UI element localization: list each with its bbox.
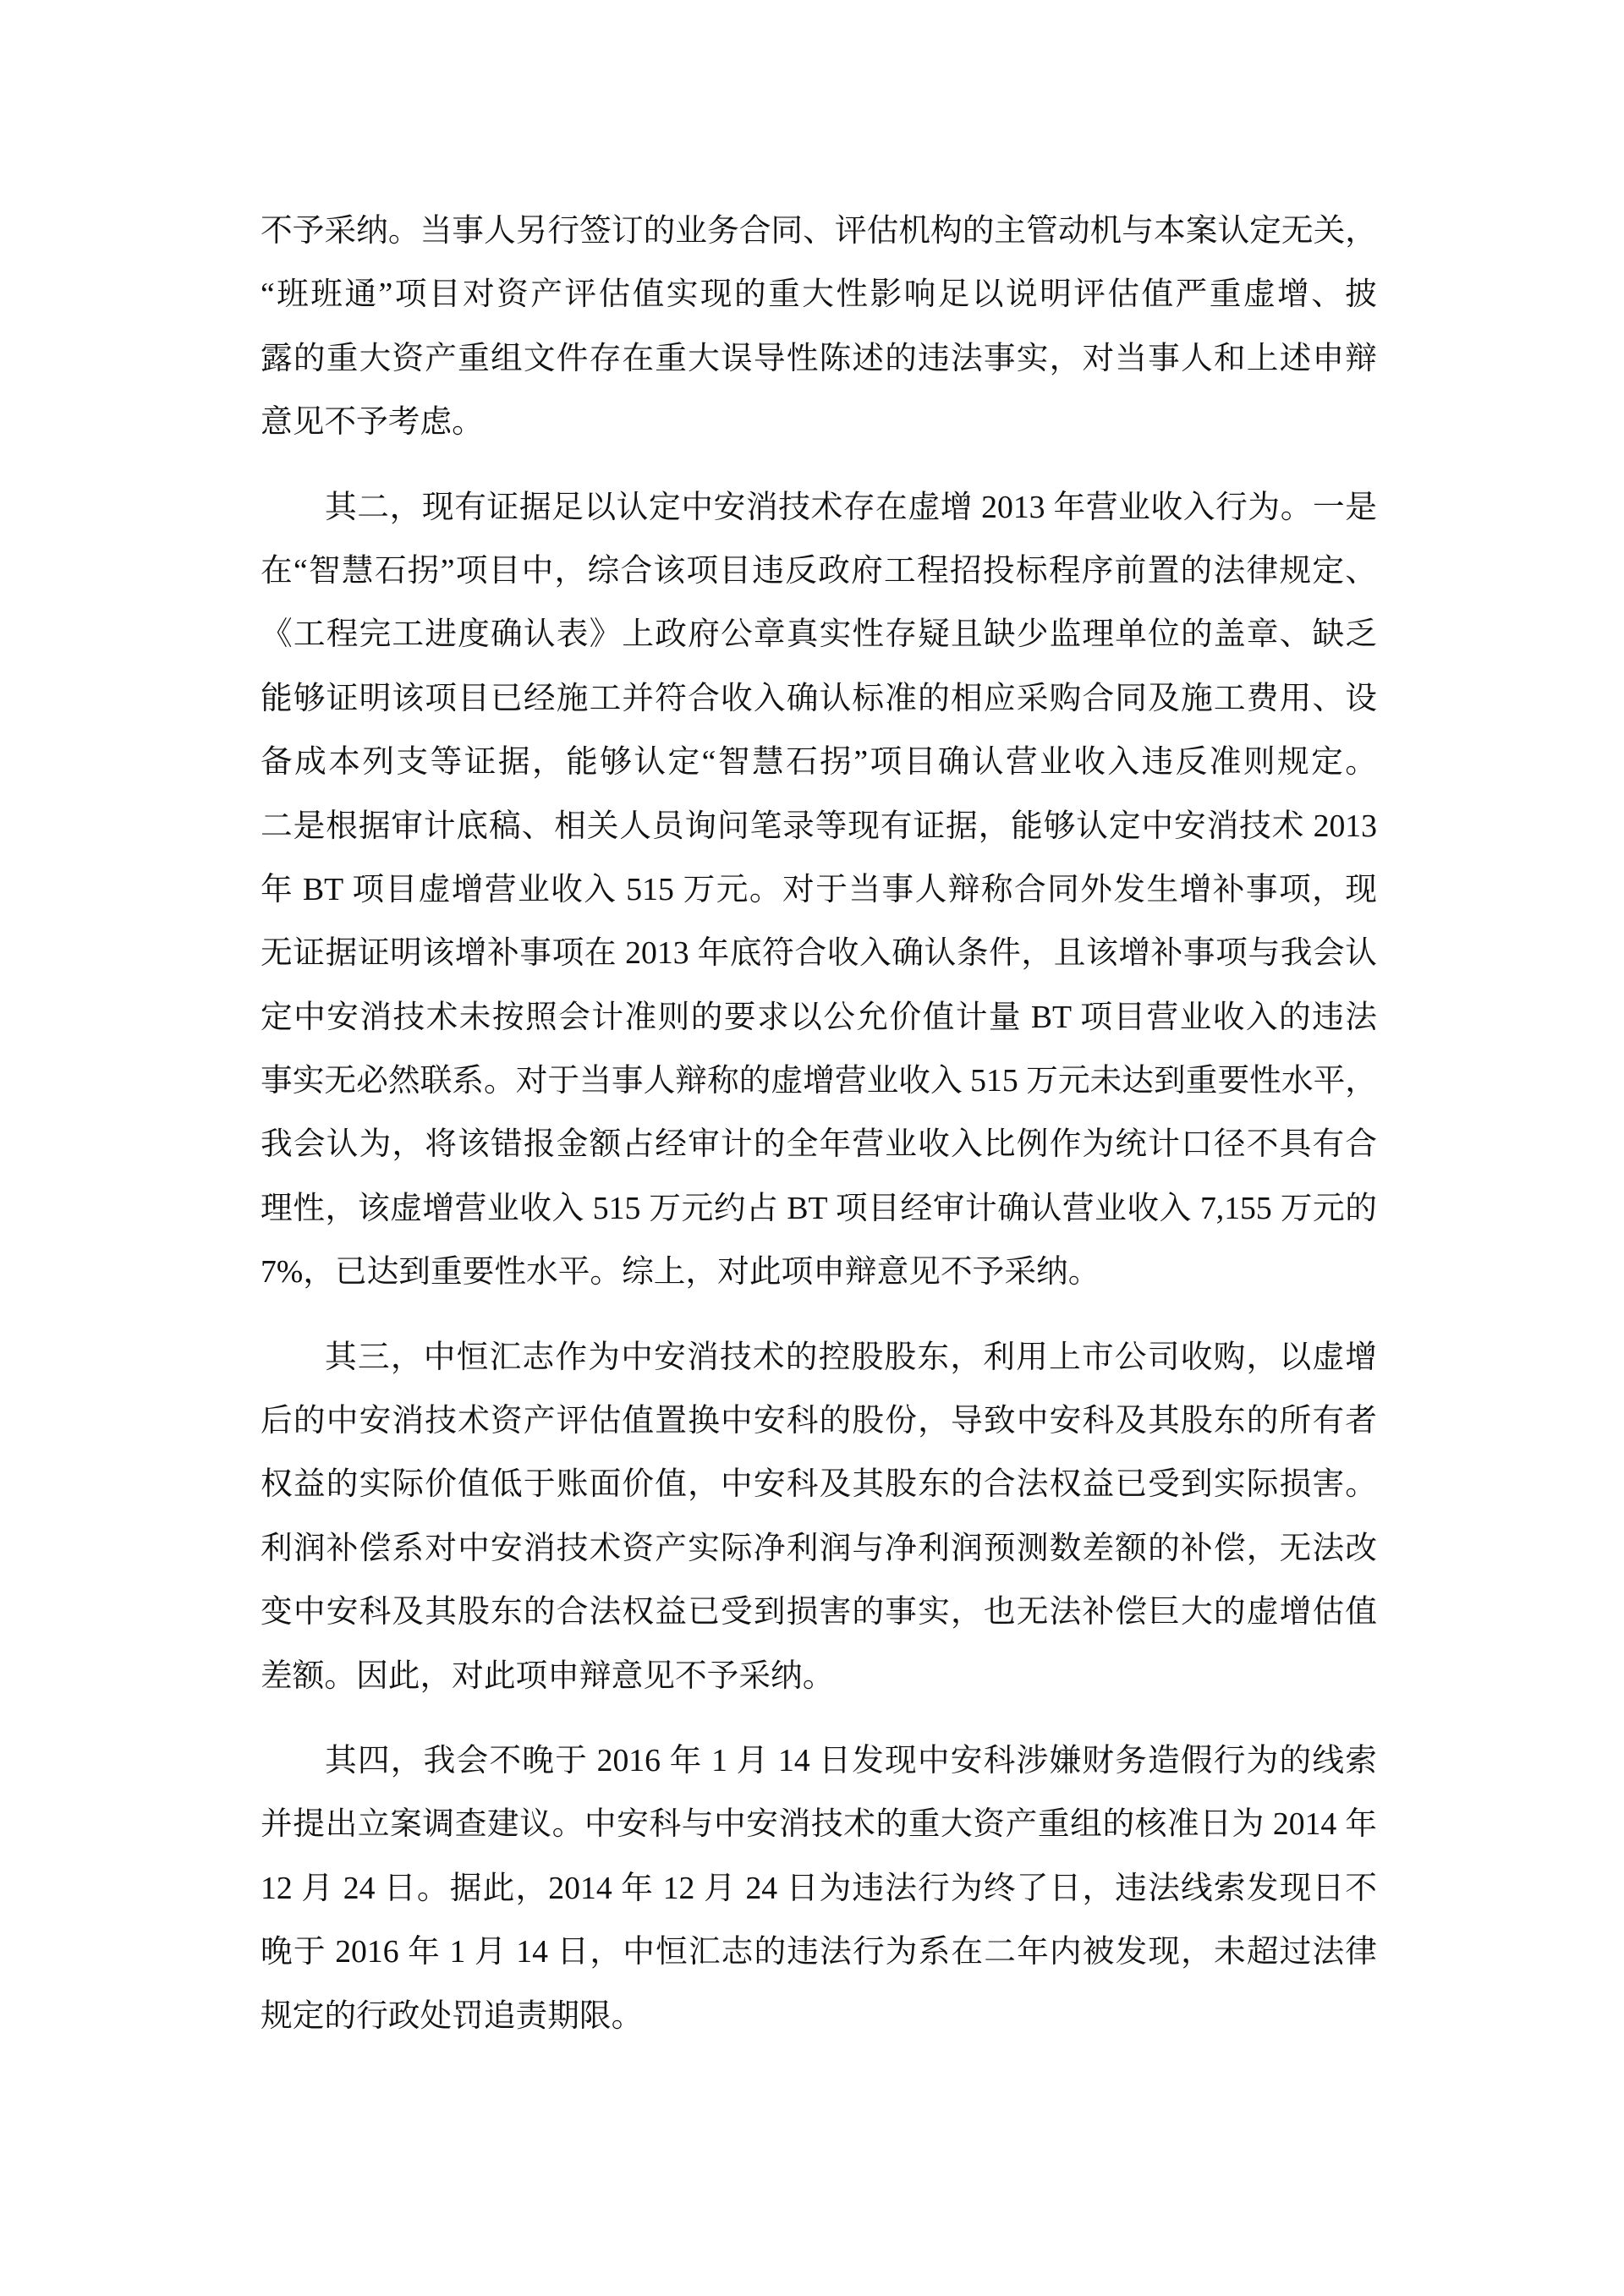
text-line: 晚于 2016 年 1 月 14 日，中恒汇志的违法行为系在二年内被发现，未超过法律 — [261, 1934, 1377, 1970]
text-line: 《工程完工进度确认表》上政府公章真实性存疑且缺少监理单位的盖章、缺乏 — [261, 616, 1377, 653]
document-body — [261, 200, 1377, 2069]
text-line: 7%，已达到重要性水平。综上，对此项申辩意见不予采纳。 — [261, 1254, 1100, 1290]
text-line: 利润补偿系对中安消技术资产实际净利润与净利润预测数差额的补偿，无法改 — [261, 1530, 1377, 1566]
paragraph-point-two — [261, 476, 1377, 1305]
text-line: 变中安科及其股东的合法权益已受到损害的事实，也无法补偿巨大的虚增估值 — [261, 1594, 1377, 1630]
text-line: 其二，现有证据足以认定中安消技术存在虚增 2013 年营业收入行为。一是 — [325, 489, 1377, 525]
paragraph-continued — [261, 200, 1377, 455]
text-line: 定中安消技术未按照会计准则的要求以公允价值计量 BT 项目营业收入的违法 — [261, 999, 1377, 1035]
text-line: 事实无必然联系。对于当事人辩称的虚增营业收入 515 万元未达到重要性水平， — [261, 1063, 1377, 1099]
text-line: 无证据证明该增补事项在 2013 年底符合收入确认条件，且该增补事项与我会认 — [261, 935, 1377, 972]
text-line: 12 月 24 日。据此，2014 年 12 月 24 日为违法行为终了日，违法线索发现日不 — [261, 1870, 1377, 1906]
text-line: 年 BT 项目虚增营业收入 515 万元。对于当事人辩称合同外发生增补事项，现 — [261, 871, 1377, 907]
text-line: 在“智慧石拐”项目中，综合该项目违反政府工程招投标程序前置的法律规定、 — [261, 552, 1377, 589]
text-line: 权益的实际价值低于账面价值，中安科及其股东的合法权益已受到实际损害。 — [261, 1466, 1377, 1503]
text-line: “班班通”项目对资产评估值实现的重大性影响足以说明评估值严重虚增、披 — [261, 277, 1377, 313]
text-line: 不予采纳。当事人另行签订的业务合同、评估机构的主管动机与本案认定无关， — [261, 213, 1377, 249]
paragraph-point-four — [261, 1729, 1377, 2048]
text-line: 意见不予考虑。 — [261, 404, 484, 441]
text-line: 理性，该虚增营业收入 515 万元约占 BT 项目经审计确认营业收入 7,155 万元的 — [261, 1190, 1377, 1226]
text-line: 规定的行政处罚追责期限。 — [261, 1997, 644, 2034]
text-line: 备成本列支等证据，能够认定“智慧石拐”项目确认营业收入违反准则规定。 — [261, 744, 1377, 781]
text-line: 其四，我会不晚于 2016 年 1 月 14 日发现中安科涉嫌财务造假行为的线索 — [325, 1742, 1377, 1778]
paragraph-point-three — [261, 1326, 1377, 1708]
text-line: 二是根据审计底稿、相关人员询问笔录等现有证据，能够认定中安消技术 2013 — [261, 808, 1377, 844]
text-line: 并提出立案调查建议。中安科与中安消技术的重大资产重组的核准日为 2014 年 — [261, 1806, 1377, 1843]
text-line: 能够证明该项目已经施工并符合收入确认标准的相应采购合同及施工费用、设 — [261, 680, 1377, 716]
text-line: 我会认为，将该错报金额占经审计的全年营业收入比例作为统计口径不具有合 — [261, 1126, 1377, 1163]
text-line: 差额。因此，对此项申辩意见不予采纳。 — [261, 1658, 835, 1694]
text-line: 后的中安消技术资产评估值置换中安科的股份，导致中安科及其股东的所有者 — [261, 1403, 1377, 1439]
text-line: 其三，中恒汇志作为中安消技术的控股股东，利用上市公司收购，以虚增 — [325, 1339, 1377, 1375]
text-line: 露的重大资产重组文件存在重大误导性陈述的违法事实，对当事人和上述申辩 — [261, 340, 1377, 376]
